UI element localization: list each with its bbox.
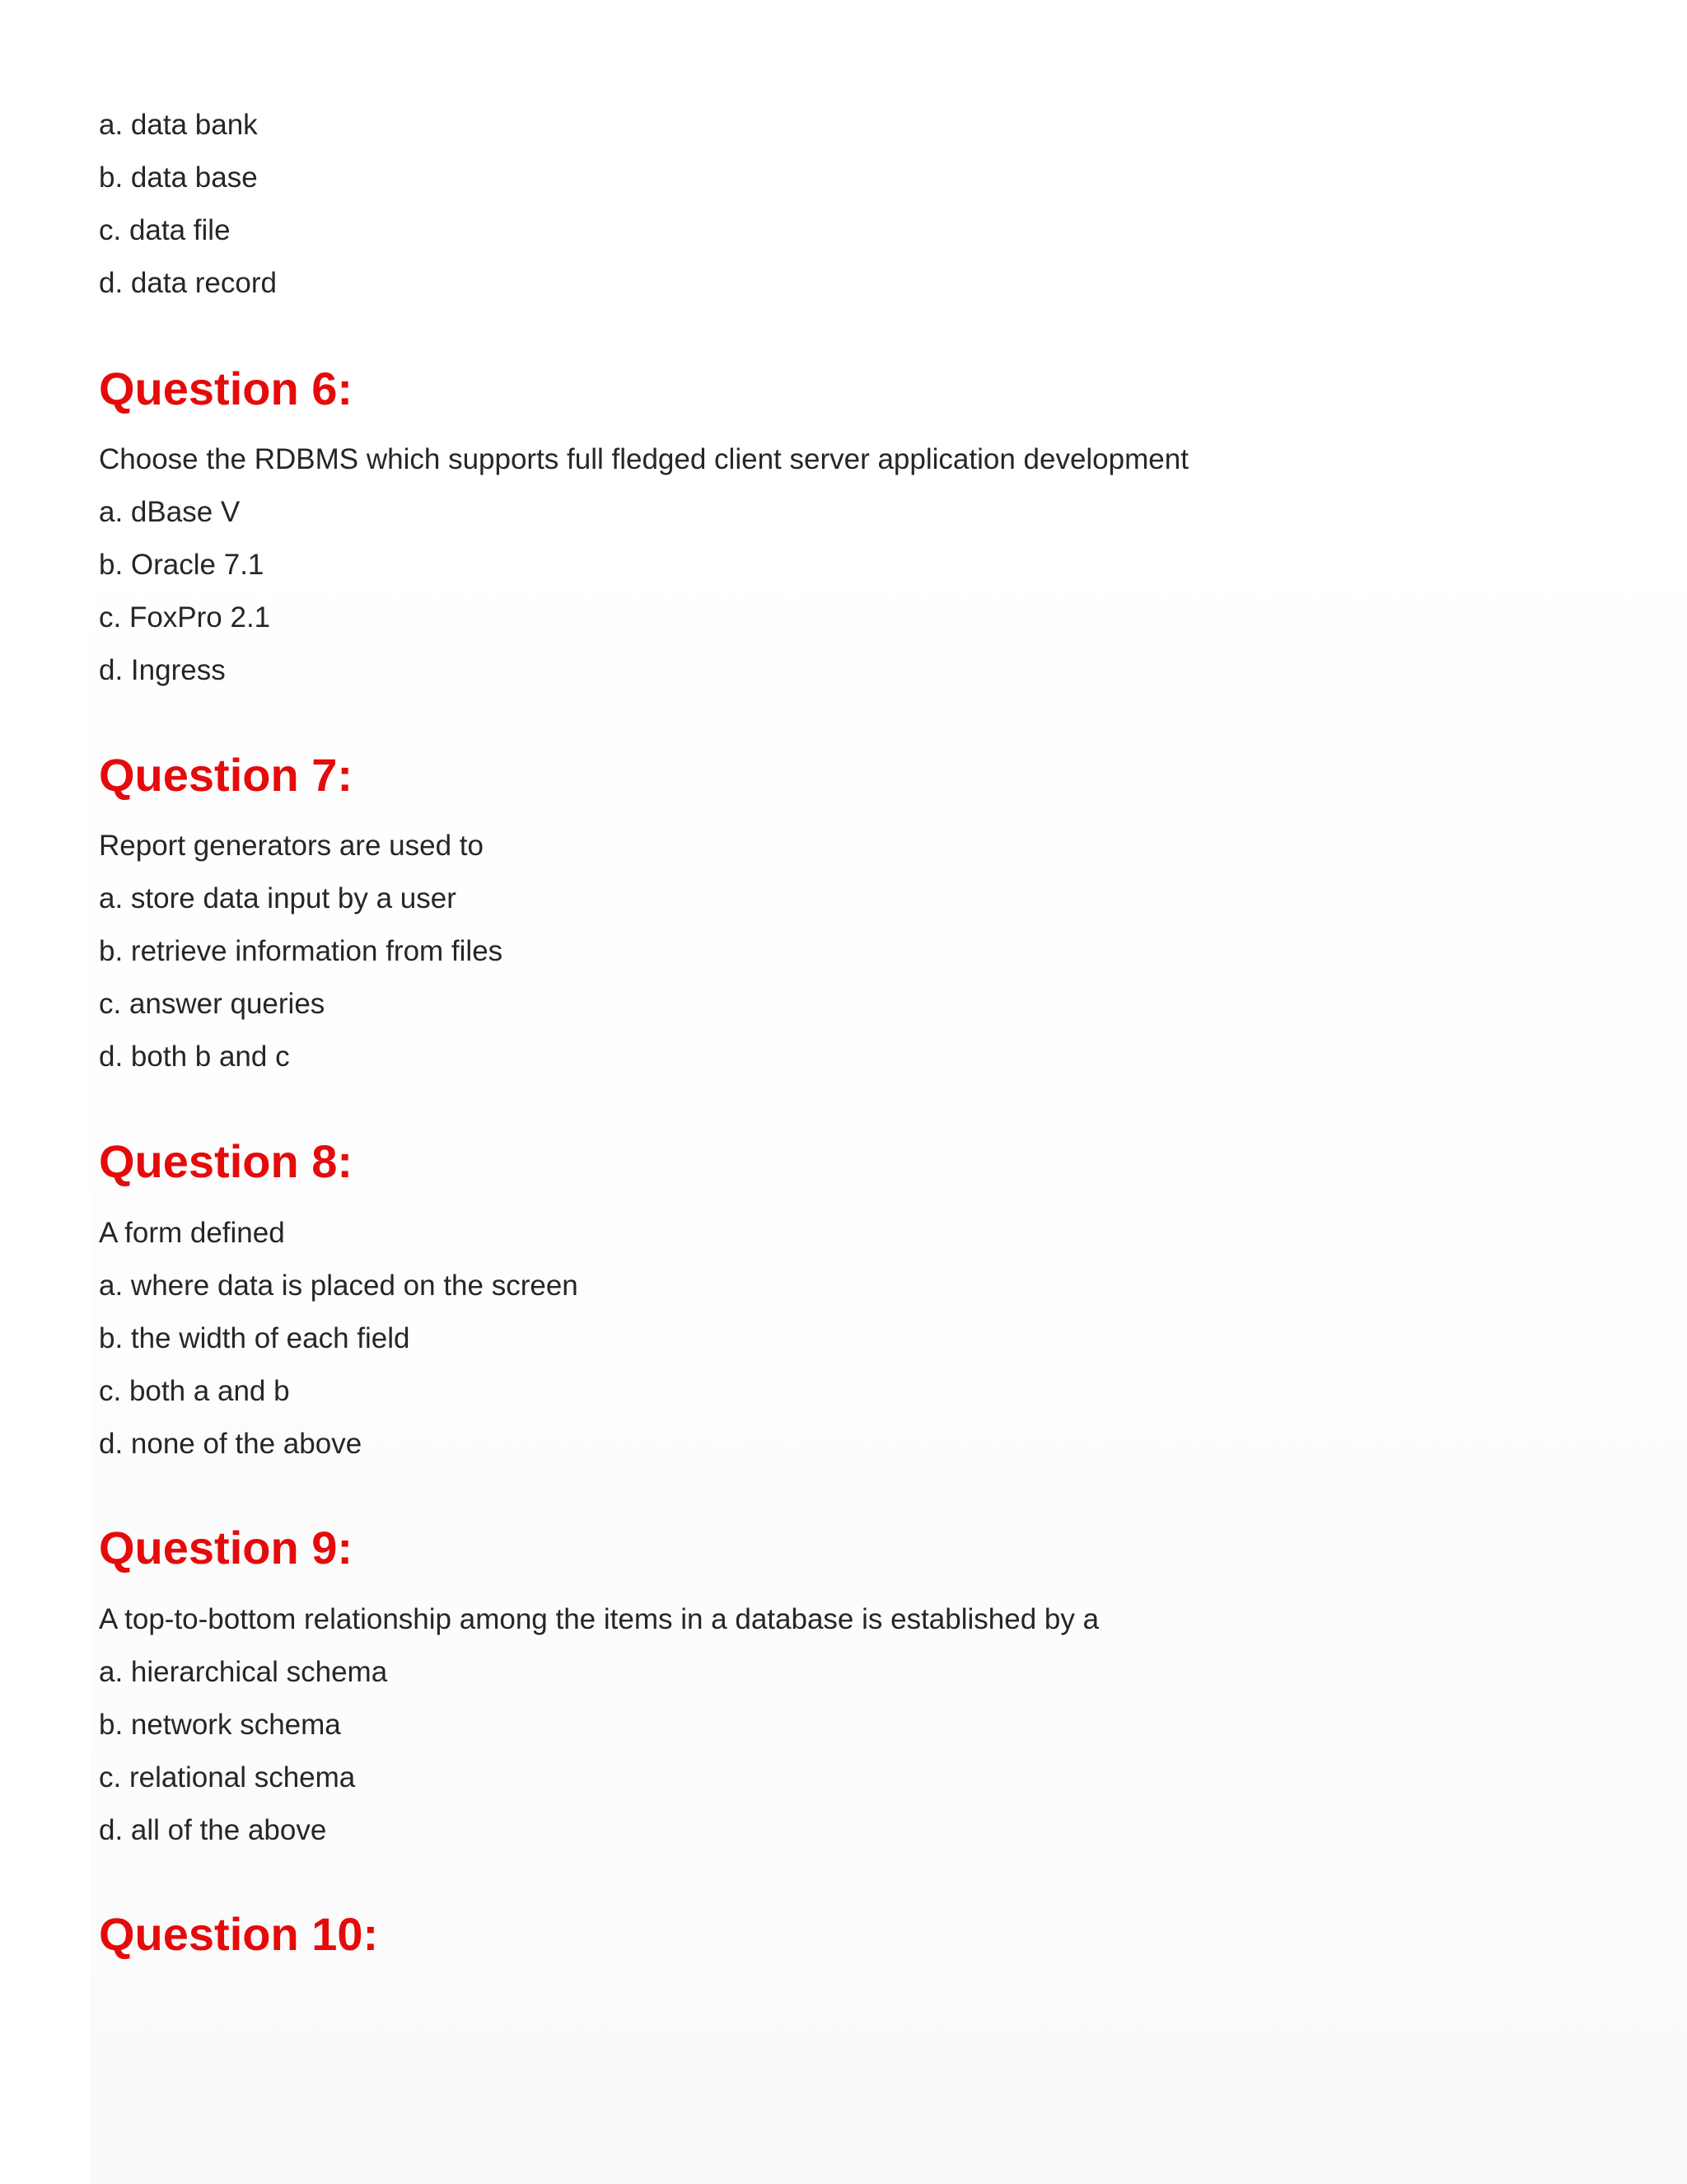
option-item: b. Oracle 7.1	[99, 549, 264, 581]
question-text: A form defined	[99, 1217, 285, 1249]
option-item: c. both a and b	[99, 1375, 290, 1407]
question-heading: Question 9:	[99, 1522, 353, 1574]
option-item: d. Ingress	[99, 654, 226, 686]
option-item: b. network schema	[99, 1709, 341, 1741]
option-item: d. both b and c	[99, 1041, 290, 1073]
option-item: c. answer queries	[99, 988, 325, 1020]
question-heading: Question 7:	[99, 749, 353, 801]
option-item: c. relational schema	[99, 1761, 356, 1793]
option-item: d. none of the above	[99, 1428, 362, 1460]
option-item: b. retrieve information from files	[99, 935, 503, 967]
option-item: b. the width of each field	[99, 1322, 410, 1354]
option-item: a. store data input by a user	[99, 882, 456, 914]
option-item: b. data base	[99, 161, 258, 194]
question-text: Report generators are used to	[99, 830, 484, 862]
question-text: Choose the RDBMS which supports full fledged client server application development	[99, 443, 1189, 475]
option-item: a. dBase V	[99, 496, 241, 528]
option-item: d. all of the above	[99, 1814, 327, 1846]
option-item: c. FoxPro 2.1	[99, 601, 271, 634]
option-item: a. data bank	[99, 109, 258, 141]
question-heading: Question 8:	[99, 1135, 353, 1187]
option-item: a. where data is placed on the screen	[99, 1270, 578, 1302]
option-item: d. data record	[99, 267, 277, 299]
question-heading: Question 10:	[99, 1908, 379, 1960]
option-item: a. hierarchical schema	[99, 1656, 388, 1688]
page-background	[91, 0, 1687, 2184]
question-text: A top-to-bottom relationship among the items in a database is established by a	[99, 1603, 1100, 1635]
question-heading: Question 6:	[99, 362, 353, 414]
option-item: c. data file	[99, 214, 231, 246]
